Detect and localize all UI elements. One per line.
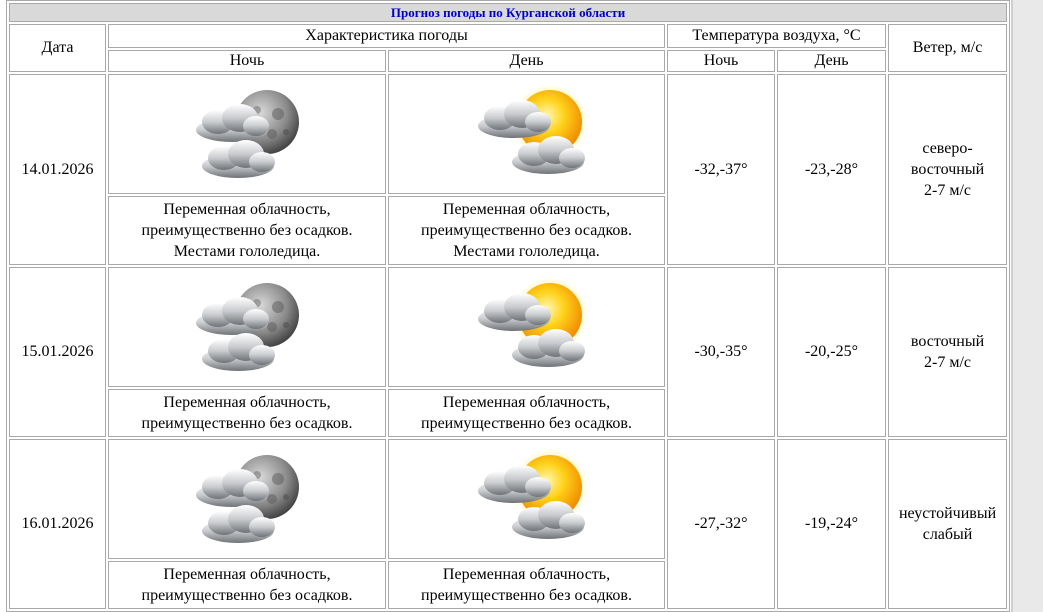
day-weather-icon-cell: [388, 439, 665, 559]
date-cell: 14.01.2026: [9, 74, 106, 265]
wind-cell: [888, 74, 1007, 265]
header-temp-night: Ночь: [667, 50, 775, 72]
temp-day-cell: -20,-25°: [777, 267, 886, 437]
forecast-table: [6, 0, 1010, 612]
text-line: восточный: [910, 333, 985, 350]
text-line: Переменная облачность,: [442, 394, 611, 411]
text-line: Переменная облачность,: [163, 201, 331, 218]
date-cell: 15.01.2026: [9, 267, 106, 437]
temp-night-cell: -30,-35°: [667, 267, 775, 437]
forecast-container: [6, 0, 1008, 612]
temp-night-cell: -32,-37°: [667, 74, 775, 265]
text-line: Переменная облачность,: [163, 566, 331, 583]
text-line: неустойчивый: [898, 505, 997, 522]
table-title: Прогноз погоды по Курганской области: [9, 3, 1007, 22]
temp-night-cell: -27,-32°: [667, 439, 775, 609]
wind-cell: [888, 439, 1007, 609]
text-line: 2-7 м/с: [924, 354, 972, 371]
header-wind: Ветер, м/с: [888, 24, 1007, 72]
night-weather-icon-cell: [108, 439, 386, 559]
text-line: преимущественно без осадков.: [141, 222, 353, 239]
text-line: Переменная облачность,: [442, 566, 611, 583]
text-line: преимущественно без осадков.: [421, 587, 632, 604]
text-line: восточный: [910, 161, 985, 178]
temp-day-cell: -19,-24°: [777, 439, 886, 609]
cloudy-moon-icon: [109, 277, 385, 377]
cloudy-moon-icon: [109, 449, 385, 549]
night-weather-icon-cell: [108, 267, 386, 387]
cloudy-sun-icon: [389, 449, 664, 549]
header-date: Дата: [9, 24, 106, 72]
forecast-rows: [9, 74, 1007, 609]
text-line: Местами гололедица.: [173, 243, 321, 260]
header-weather-night: Ночь: [108, 50, 386, 72]
page-side-panel: [1013, 0, 1043, 612]
text-line: северо-: [922, 140, 973, 157]
text-line: Переменная облачность,: [163, 394, 331, 411]
forecast-row: [9, 74, 1007, 194]
forecast-row: [9, 439, 1007, 559]
day-weather-icon-cell: [388, 267, 665, 387]
day-desc-cell: [388, 196, 665, 265]
text-line: слабый: [922, 526, 973, 543]
text-line: преимущественно без осадков.: [421, 415, 632, 432]
text-line: Переменная облачность,: [442, 201, 611, 218]
wind-cell: [888, 267, 1007, 437]
night-desc-cell: [108, 561, 386, 609]
text-line: преимущественно без осадков.: [141, 415, 353, 432]
header-weather: Характеристика погоды: [108, 24, 665, 48]
day-desc-cell: [388, 561, 665, 609]
text-line: преимущественно без осадков.: [421, 222, 632, 239]
night-desc-cell: [108, 196, 386, 265]
day-weather-icon-cell: [388, 74, 665, 194]
cloudy-moon-icon: [109, 84, 385, 184]
header-temp-day: День: [777, 50, 886, 72]
text-line: преимущественно без осадков.: [141, 587, 353, 604]
cloudy-sun-icon: [389, 84, 664, 184]
night-desc-cell: [108, 389, 386, 437]
header-temperature: Температура воздуха, °С: [667, 24, 886, 48]
text-line: Местами гололедица.: [453, 243, 600, 260]
day-desc-cell: [388, 389, 665, 437]
text-line: 2-7 м/с: [924, 182, 972, 199]
date-cell: 16.01.2026: [9, 439, 106, 609]
night-weather-icon-cell: [108, 74, 386, 194]
forecast-row: [9, 267, 1007, 387]
cloudy-sun-icon: [389, 277, 664, 377]
temp-day-cell: -23,-28°: [777, 74, 886, 265]
header-weather-day: День: [388, 50, 665, 72]
